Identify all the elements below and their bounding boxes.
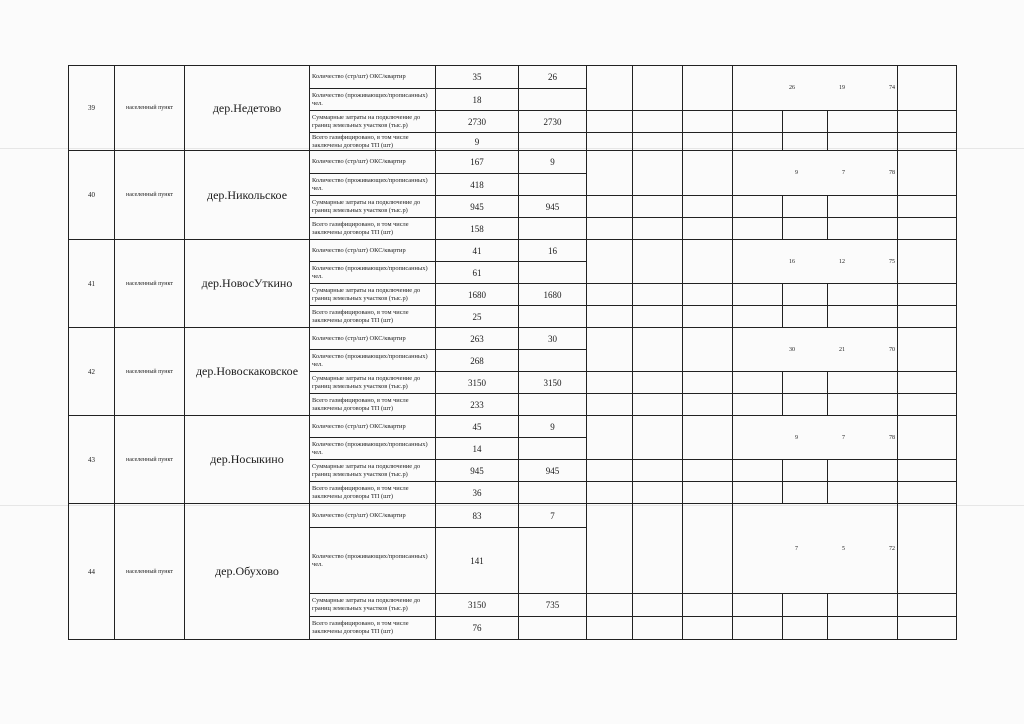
indicator-value: 2730 [519,111,587,133]
empty-cell [733,306,783,328]
empty-cell [587,196,633,218]
empty-cell [683,394,733,416]
empty-cell [683,617,733,640]
indicator-label: Суммарные затраты на подключение до границ земельных участков (тыс.р) [310,284,436,306]
stat-value: 9 [795,170,798,176]
empty-cell [828,196,898,218]
empty-cell [633,394,683,416]
indicator-value: 3150 [519,372,587,394]
empty-cell [633,151,683,196]
settlement-type: населенный пункт [115,504,185,640]
indicator-value: 945 [436,460,519,482]
empty-cell [633,594,683,617]
empty-cell [783,133,828,151]
indicator-value: 14 [436,438,519,460]
empty-cell [633,460,683,482]
settlement-name: дер.Никольское [185,151,310,240]
stat-value: 78 [889,170,895,176]
empty-cell [587,306,633,328]
empty-cell [587,482,633,504]
indicator-value: 3150 [436,372,519,394]
empty-cell [633,328,683,372]
empty-cell [828,460,898,482]
stat-value: 75 [889,258,895,265]
indicator-value: 9 [519,416,587,438]
settlement-name: дер.Новоскаковское [185,328,310,416]
indicator-value: 26 [519,66,587,89]
empty-cell [898,504,957,594]
indicator-value: 263 [436,328,519,350]
empty-cell [683,416,733,460]
empty-cell [898,111,957,133]
indicator-value [519,482,587,504]
empty-cell [733,133,783,151]
indicator-value: 158 [436,218,519,240]
empty-cell [733,460,783,482]
indicator-value: 945 [519,460,587,482]
stat-value: 5 [842,545,845,552]
indicator-value [519,617,587,640]
indicator-label: Всего газифицировано, в том числе заключены договоры ТП (шт) [310,133,436,151]
empty-cell [898,617,957,640]
indicator-value [519,89,587,111]
indicator-value: 25 [436,306,519,328]
empty-cell [587,394,633,416]
empty-cell [683,328,733,372]
stat-value: 30 [789,346,795,353]
empty-cell [683,240,733,284]
empty-cell [587,240,633,284]
indicator-label: Количество (стр/шт) ОКС/квартир [310,416,436,438]
empty-cell [587,504,633,594]
indicator-value: 1680 [519,284,587,306]
settlement-type: населенный пункт [115,240,185,328]
empty-cell [633,240,683,284]
indicator-label: Всего газифицировано, в том числе заключены договоры ТП (шт) [310,306,436,328]
indicator-value: 35 [436,66,519,89]
empty-cell [683,284,733,306]
empty-cell [733,372,783,394]
empty-cell [898,372,957,394]
empty-cell [898,218,957,240]
table-row [69,151,957,174]
empty-cell [828,218,898,240]
empty-cell [783,306,828,328]
indicator-value [519,394,587,416]
indicator-value [519,350,587,372]
empty-cell [828,111,898,133]
indicator-value [519,262,587,284]
stat-values [733,66,898,111]
empty-cell [828,394,898,416]
document-sheet [68,65,957,640]
indicator-label: Количество (стр/шт) ОКС/квартир [310,151,436,174]
indicator-value: 2730 [436,111,519,133]
indicator-value: 3150 [436,594,519,617]
empty-cell [733,617,783,640]
stat-value: 19 [839,85,845,91]
indicator-value: 83 [436,504,519,528]
stat-value: 7 [842,170,845,176]
stat-values [733,416,898,460]
indicator-value: 7 [519,504,587,528]
indicator-label: Суммарные затраты на подключение до границ земельных участков (тыс.р) [310,460,436,482]
stat-values [733,504,898,594]
empty-cell [898,196,957,218]
indicator-value: 233 [436,394,519,416]
stat-value: 70 [889,346,895,353]
settlement-name: дер.НовосУткино [185,240,310,328]
empty-cell [828,306,898,328]
empty-cell [898,284,957,306]
row-number: 44 [69,504,115,640]
empty-cell [898,133,957,151]
indicator-value: 735 [519,594,587,617]
indicator-label: Количество (стр/шт) ОКС/квартир [310,240,436,262]
empty-cell [898,151,957,196]
empty-cell [733,594,783,617]
indicator-value [519,306,587,328]
empty-cell [587,416,633,460]
settlement-name: дер.Обухово [185,504,310,640]
stat-value: 72 [889,545,895,552]
indicator-value: 61 [436,262,519,284]
empty-cell [828,594,898,617]
empty-cell [828,284,898,306]
settlement-type: населенный пункт [115,151,185,240]
indicator-value: 45 [436,416,519,438]
empty-cell [783,460,828,482]
stat-value: 12 [839,258,845,265]
indicator-value: 1680 [436,284,519,306]
empty-cell [683,306,733,328]
stat-value: 74 [889,85,895,91]
indicator-value: 36 [436,482,519,504]
indicator-label: Количество (проживающих/прописанных) чел. [310,262,436,284]
empty-cell [633,416,683,460]
empty-cell [633,372,683,394]
table-row [69,240,957,262]
empty-cell [733,218,783,240]
empty-cell [683,594,733,617]
settlement-type: населенный пункт [115,328,185,416]
empty-cell [633,284,683,306]
empty-cell [633,617,683,640]
gasification-table [68,65,957,640]
empty-cell [733,196,783,218]
empty-cell [587,66,633,111]
row-number: 41 [69,240,115,328]
indicator-label: Всего газифицировано, в том числе заключены договоры ТП (шт) [310,394,436,416]
empty-cell [633,306,683,328]
indicator-label: Суммарные затраты на подключение до границ земельных участков (тыс.р) [310,111,436,133]
empty-cell [683,66,733,111]
indicator-label: Всего газифицировано, в том числе заключены договоры ТП (шт) [310,482,436,504]
stat-value: 7 [795,545,798,552]
empty-cell [683,218,733,240]
empty-cell [683,133,733,151]
empty-cell [683,151,733,196]
settlement-name: дер.Носыкино [185,416,310,504]
stat-values [733,328,898,372]
indicator-value: 41 [436,240,519,262]
empty-cell [733,394,783,416]
empty-cell [683,196,733,218]
indicator-value: 268 [436,350,519,372]
indicator-value: 945 [519,196,587,218]
stat-values [733,240,898,284]
indicator-label: Суммарные затраты на подключение до границ земельных участков (тыс.р) [310,594,436,617]
empty-cell [587,111,633,133]
empty-cell [898,460,957,482]
empty-cell [587,328,633,372]
empty-cell [633,133,683,151]
stat-values [733,151,898,196]
row-number: 39 [69,66,115,151]
empty-cell [587,151,633,196]
stat-value: 16 [789,258,795,265]
empty-cell [783,617,828,640]
settlement-name: дер.Недетово [185,66,310,151]
indicator-value: 16 [519,240,587,262]
empty-cell [683,111,733,133]
indicator-label: Суммарные затраты на подключение до границ земельных участков (тыс.р) [310,196,436,218]
settlement-type: населенный пункт [115,416,185,504]
empty-cell [783,594,828,617]
empty-cell [587,284,633,306]
empty-cell [898,306,957,328]
empty-cell [783,482,828,504]
empty-cell [683,504,733,594]
indicator-value: 945 [436,196,519,218]
empty-cell [898,416,957,460]
indicator-label: Количество (проживающих/прописанных) чел. [310,528,436,594]
stat-value: 21 [839,346,845,353]
empty-cell [783,218,828,240]
row-number: 42 [69,328,115,416]
row-number: 43 [69,416,115,504]
indicator-value: 418 [436,174,519,196]
empty-cell [783,372,828,394]
stat-value: 26 [789,85,795,91]
empty-cell [828,133,898,151]
empty-cell [828,617,898,640]
indicator-label: Всего газифицировано, в том числе заключены договоры ТП (шт) [310,617,436,640]
empty-cell [633,111,683,133]
table-row [69,416,957,438]
empty-cell [633,482,683,504]
indicator-value [519,174,587,196]
indicator-label: Суммарные затраты на подключение до границ земельных участков (тыс.р) [310,372,436,394]
indicator-value [519,438,587,460]
empty-cell [683,372,733,394]
indicator-label: Количество (стр/шт) ОКС/квартир [310,504,436,528]
empty-cell [587,460,633,482]
stat-value: 78 [889,434,895,441]
indicator-label: Всего газифицировано, в том числе заключены договоры ТП (шт) [310,218,436,240]
table-row [69,328,957,350]
empty-cell [633,196,683,218]
stat-value: 9 [795,434,798,441]
empty-cell [783,284,828,306]
empty-cell [898,328,957,372]
empty-cell [783,111,828,133]
stat-value: 7 [842,434,845,441]
empty-cell [733,111,783,133]
table-row [69,66,957,89]
table-body [69,66,957,640]
indicator-label: Количество (проживающих/прописанных) чел. [310,438,436,460]
empty-cell [898,66,957,111]
indicator-label: Количество (проживающих/прописанных) чел. [310,89,436,111]
empty-cell [898,482,957,504]
empty-cell [733,482,783,504]
indicator-value: 76 [436,617,519,640]
empty-cell [828,482,898,504]
indicator-label: Количество (проживающих/прописанных) чел. [310,350,436,372]
indicator-value [519,133,587,151]
empty-cell [683,482,733,504]
empty-cell [587,594,633,617]
empty-cell [828,372,898,394]
empty-cell [587,133,633,151]
empty-cell [898,240,957,284]
table-row [69,504,957,528]
empty-cell [587,372,633,394]
indicator-label: Количество (проживающих/прописанных) чел. [310,174,436,196]
empty-cell [633,218,683,240]
indicator-label: Количество (стр/шт) ОКС/квартир [310,66,436,89]
empty-cell [898,394,957,416]
indicator-value: 18 [436,89,519,111]
indicator-value: 9 [519,151,587,174]
empty-cell [683,460,733,482]
indicator-value [519,528,587,594]
empty-cell [783,394,828,416]
empty-cell [733,284,783,306]
empty-cell [587,218,633,240]
empty-cell [898,594,957,617]
row-number: 40 [69,151,115,240]
empty-cell [633,66,683,111]
indicator-value [519,218,587,240]
indicator-value: 141 [436,528,519,594]
settlement-type: населенный пункт [115,66,185,151]
indicator-value: 30 [519,328,587,350]
indicator-label: Количество (стр/шт) ОКС/квартир [310,328,436,350]
indicator-value: 9 [436,133,519,151]
indicator-value: 167 [436,151,519,174]
empty-cell [587,617,633,640]
empty-cell [633,504,683,594]
empty-cell [783,196,828,218]
